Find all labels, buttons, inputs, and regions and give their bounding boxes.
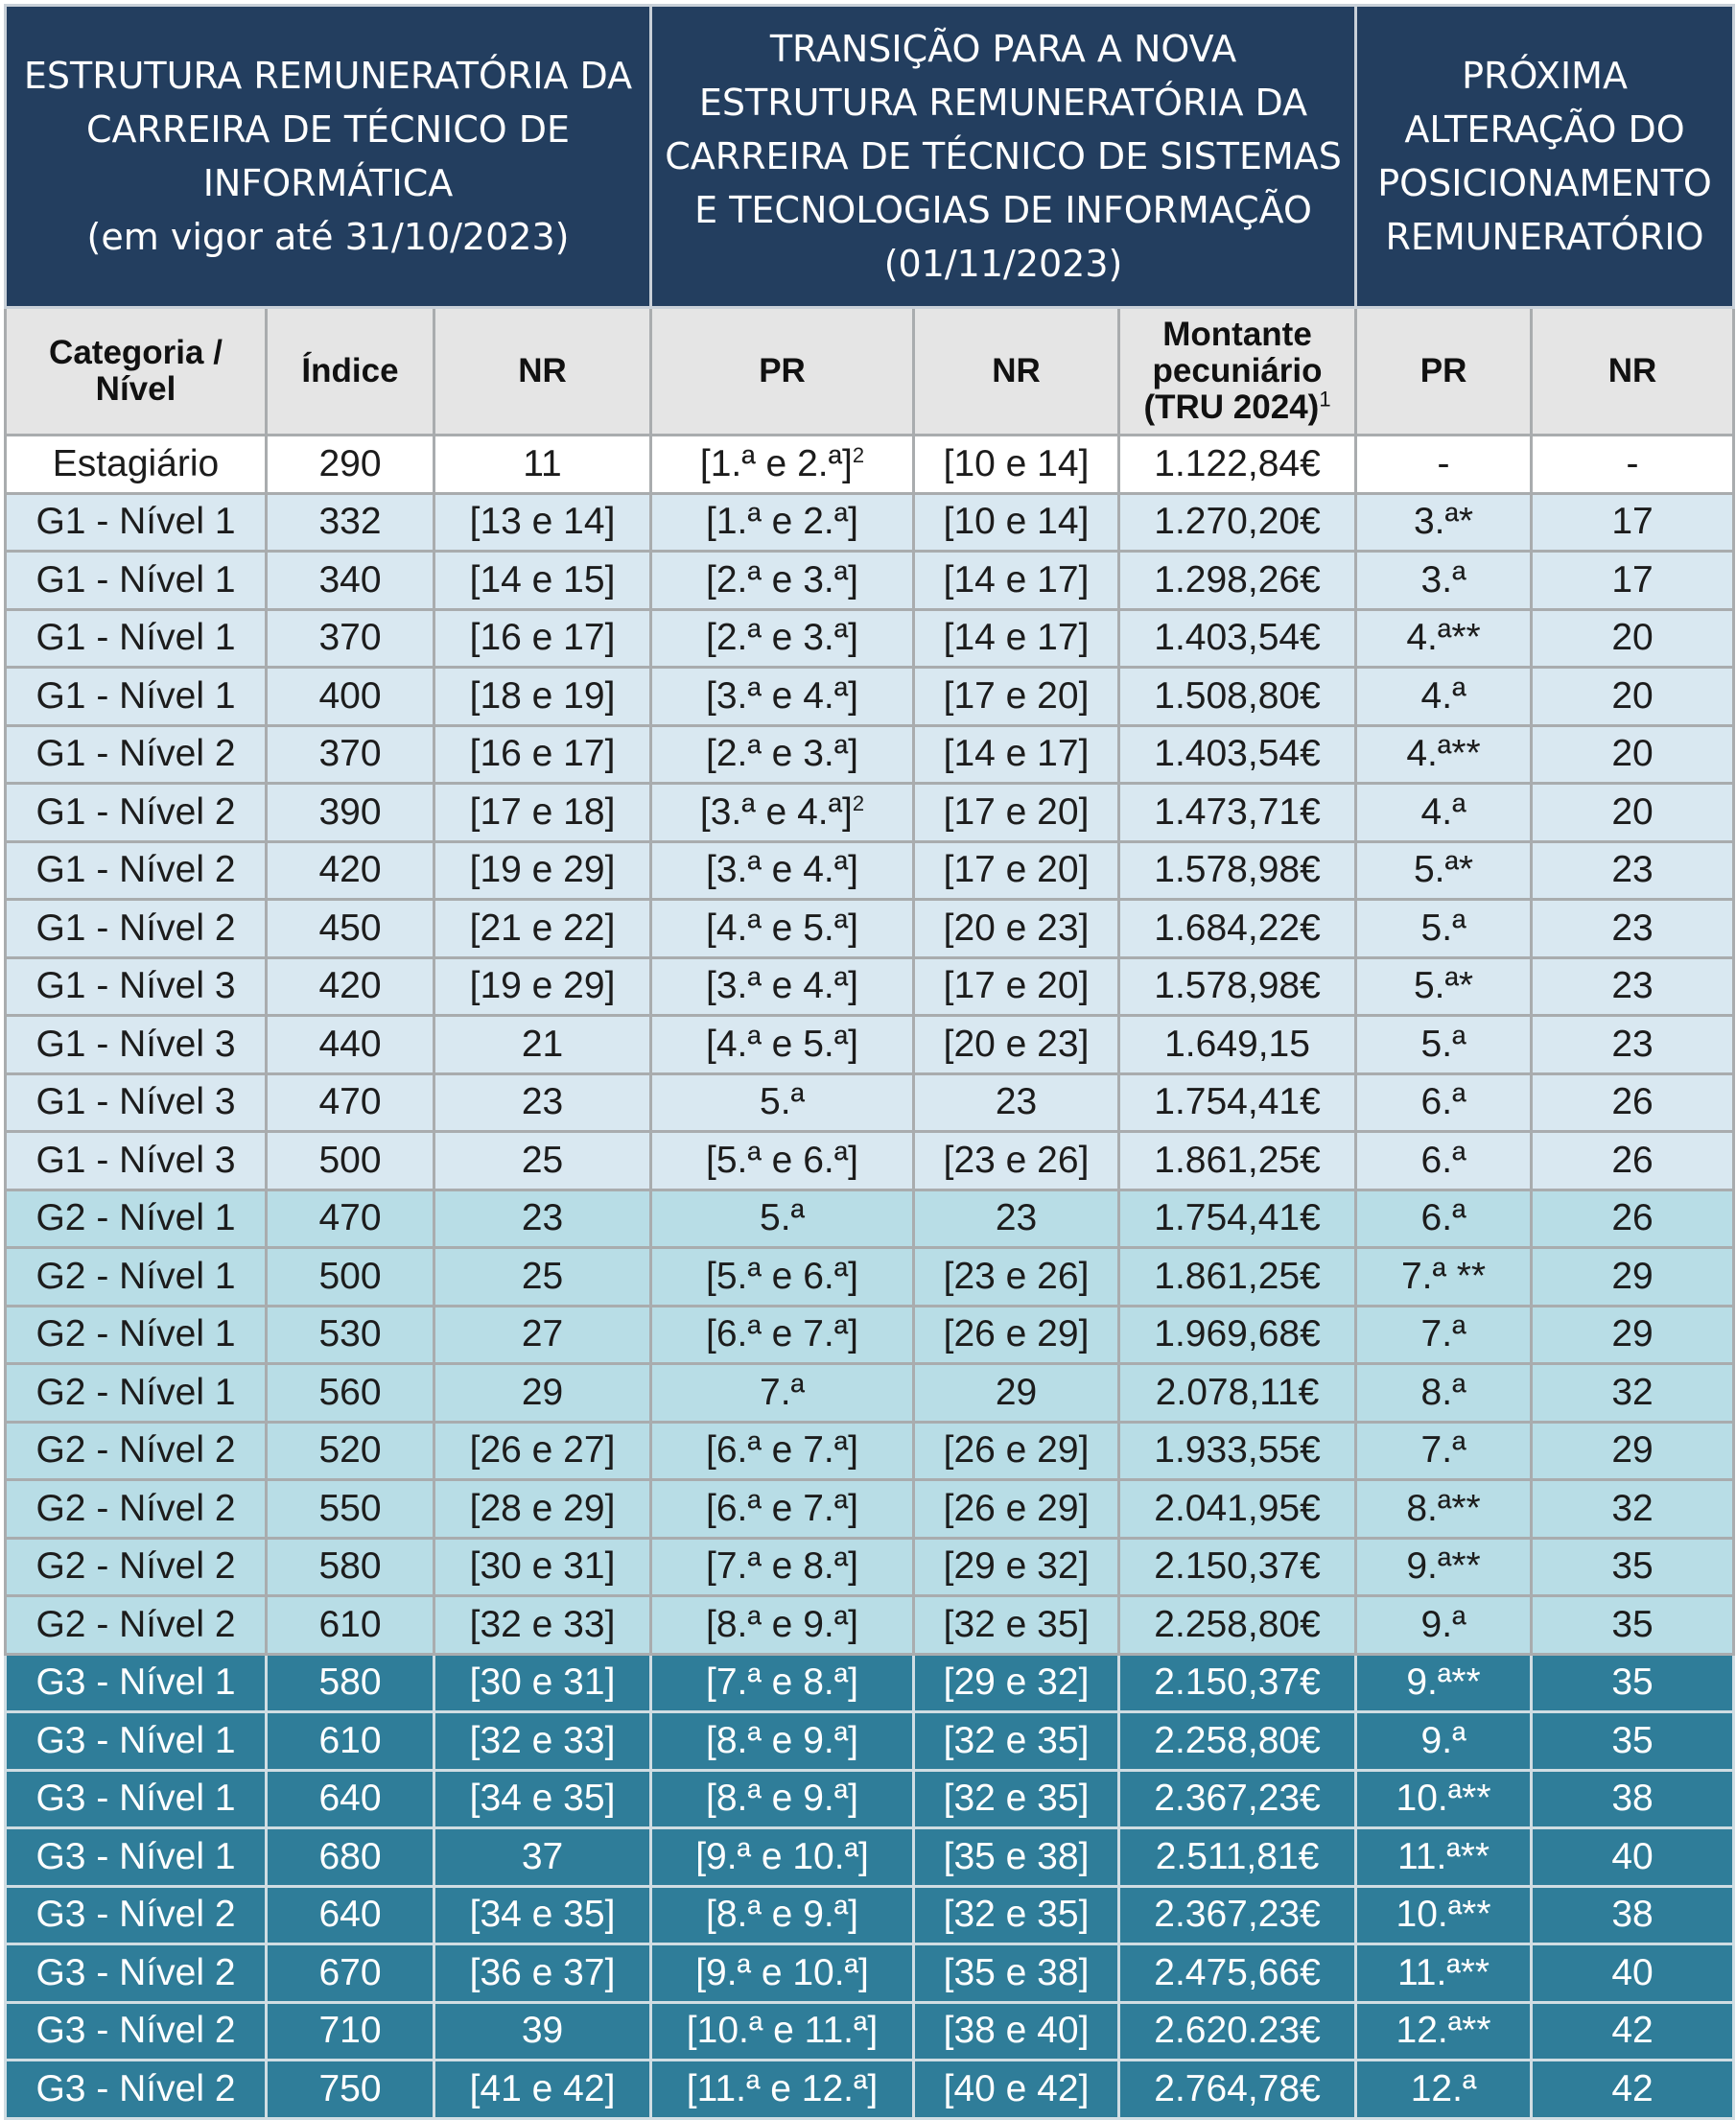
cell-pr-new: 5.ª	[651, 1073, 914, 1132]
cell-nr-new: 23	[914, 1073, 1119, 1132]
cell-pr-new: [9.ª e 10.ª]	[651, 1944, 914, 2003]
cell-pr-next: 10.ª**	[1356, 1770, 1532, 1828]
table-row	[6, 1770, 1734, 1828]
cell-pr-next: 12.ª	[1356, 2061, 1532, 2119]
cell-nr-old: 29	[434, 1364, 651, 1423]
cell-indice: 440	[267, 1016, 434, 1074]
group-header-next-change: PRÓXIMA ALTERAÇÃO DO POSICIONAMENTO REMUNERATÓRIO	[1356, 6, 1734, 308]
table-row	[6, 1944, 1734, 2003]
cell-categoria: G1 - Nível 3	[6, 957, 267, 1016]
cell-categoria: G3 - Nível 1	[6, 1712, 267, 1771]
cell-pr-next: 4.ª	[1356, 784, 1532, 842]
cell-nr-next: 40	[1532, 1944, 1734, 2003]
cell-nr-old: [32 e 33]	[434, 1712, 651, 1771]
cell-nr-new: [35 e 38]	[914, 1828, 1119, 1887]
cell-nr-next: 32	[1532, 1364, 1734, 1423]
table-row	[6, 1016, 1734, 1074]
cell-nr-new: [26 e 29]	[914, 1422, 1119, 1480]
cell-nr-old: [16 e 17]	[434, 725, 651, 784]
table-row	[6, 436, 1734, 494]
cell-pr-new: [5.ª e 6.ª]	[651, 1248, 914, 1307]
cell-pr-next: 6.ª	[1356, 1073, 1532, 1132]
cell-nr-old: [19 e 29]	[434, 957, 651, 1016]
cell-montante: 2.620.23€	[1119, 2002, 1356, 2061]
cell-pr-new: [10.ª e 11.ª]	[651, 2002, 914, 2061]
table-row	[6, 1190, 1734, 1248]
cell-nr-next: 38	[1532, 1770, 1734, 1828]
cell-nr-old: 11	[434, 436, 651, 494]
cell-pr-new: [7.ª e 8.ª]	[651, 1538, 914, 1596]
cell-nr-new: [26 e 29]	[914, 1306, 1119, 1364]
cell-pr-next: 5.ª	[1356, 1016, 1532, 1074]
cell-nr-new: [29 e 32]	[914, 1654, 1119, 1712]
cell-categoria: G2 - Nível 1	[6, 1364, 267, 1423]
group-header-row	[6, 6, 1734, 308]
table-row	[6, 1596, 1734, 1655]
cell-nr-new: [10 e 14]	[914, 436, 1119, 494]
cell-indice: 610	[267, 1712, 434, 1771]
table-row	[6, 1132, 1734, 1190]
cell-categoria: G1 - Nível 3	[6, 1016, 267, 1074]
cell-indice: 470	[267, 1073, 434, 1132]
table-row	[6, 493, 1734, 552]
cell-pr-new: [6.ª e 7.ª]	[651, 1306, 914, 1364]
cell-indice: 610	[267, 1596, 434, 1655]
cell-nr-new: [40 e 42]	[914, 2061, 1119, 2119]
cell-pr-next: 10.ª**	[1356, 1886, 1532, 1944]
cell-nr-next: 35	[1532, 1712, 1734, 1771]
cell-indice: 710	[267, 2002, 434, 2061]
cell-nr-old: [16 e 17]	[434, 609, 651, 668]
table-body	[6, 436, 1734, 2119]
cell-nr-next: 23	[1532, 841, 1734, 900]
table-row	[6, 1538, 1734, 1596]
cell-categoria: G2 - Nível 1	[6, 1190, 267, 1248]
cell-nr-new: [20 e 23]	[914, 1016, 1119, 1074]
cell-indice: 370	[267, 609, 434, 668]
cell-nr-next: 38	[1532, 1886, 1734, 1944]
cell-nr-next: 29	[1532, 1306, 1734, 1364]
cell-nr-old: 37	[434, 1828, 651, 1887]
cell-pr-new: 7.ª	[651, 1364, 914, 1423]
cell-nr-next: 26	[1532, 1190, 1734, 1248]
cell-indice: 550	[267, 1480, 434, 1539]
cell-indice: 420	[267, 841, 434, 900]
cell-montante: 1.473,71€	[1119, 784, 1356, 842]
cell-montante: 2.041,95€	[1119, 1480, 1356, 1539]
cell-nr-next: 29	[1532, 1422, 1734, 1480]
cell-nr-new: [32 e 35]	[914, 1596, 1119, 1655]
cell-categoria: G1 - Nível 2	[6, 900, 267, 958]
cell-pr-new: [4.ª e 5.ª]	[651, 1016, 914, 1074]
col-header-montante: Montante pecuniário (TRU 2024)$^1$	[1119, 308, 1356, 436]
cell-categoria: G2 - Nível 1	[6, 1306, 267, 1364]
cell-nr-next: 35	[1532, 1596, 1734, 1655]
cell-nr-new: [29 e 32]	[914, 1538, 1119, 1596]
cell-categoria: G3 - Nível 2	[6, 2002, 267, 2061]
cell-pr-next: 11.ª**	[1356, 1944, 1532, 2003]
cell-nr-next: 35	[1532, 1538, 1734, 1596]
cell-pr-new: [3.ª e 4.ª]	[651, 957, 914, 1016]
table-row	[6, 552, 1734, 610]
cell-montante: 2.367,23€	[1119, 1886, 1356, 1944]
table-row	[6, 668, 1734, 726]
table-row	[6, 957, 1734, 1016]
cell-pr-new: [11.ª e 12.ª]	[651, 2061, 914, 2119]
cell-montante: 1.933,55€	[1119, 1422, 1356, 1480]
cell-pr-next: -	[1356, 436, 1532, 494]
footnote-marker: 2	[852, 790, 865, 815]
cell-montante: 1.861,25€	[1119, 1132, 1356, 1190]
col-header-indice: Índice	[267, 308, 434, 436]
cell-indice: 580	[267, 1538, 434, 1596]
footnote-marker: 2	[852, 442, 865, 467]
cell-pr-next: 7.ª	[1356, 1306, 1532, 1364]
cell-nr-new: [10 e 14]	[914, 493, 1119, 552]
cell-nr-next: 23	[1532, 900, 1734, 958]
cell-nr-next: 32	[1532, 1480, 1734, 1539]
col-header-pr-new: PR	[651, 308, 914, 436]
cell-categoria: G1 - Nível 2	[6, 841, 267, 900]
cell-categoria: G2 - Nível 2	[6, 1480, 267, 1539]
cell-nr-old: [30 e 31]	[434, 1538, 651, 1596]
cell-nr-old: [41 e 42]	[434, 2061, 651, 2119]
cell-nr-next: 42	[1532, 2061, 1734, 2119]
cell-pr-new: [1.ª e 2.ª]	[651, 493, 914, 552]
col-header-pr-next: PR	[1356, 308, 1532, 436]
cell-pr-next: 7.ª **	[1356, 1248, 1532, 1307]
cell-pr-next: 6.ª	[1356, 1132, 1532, 1190]
cell-montante: 1.861,25€	[1119, 1248, 1356, 1307]
cell-montante: 1.754,41€	[1119, 1190, 1356, 1248]
footnote-1: 1	[1319, 387, 1331, 412]
col-header-nr-next: NR	[1532, 308, 1734, 436]
table-row	[6, 1480, 1734, 1539]
cell-pr-new: [7.ª e 8.ª]	[651, 1654, 914, 1712]
cell-pr-next: 4.ª**	[1356, 725, 1532, 784]
cell-categoria: G1 - Nível 3	[6, 1073, 267, 1132]
cell-categoria: G3 - Nível 2	[6, 1886, 267, 1944]
table-row	[6, 725, 1734, 784]
cell-nr-new: [32 e 35]	[914, 1886, 1119, 1944]
cell-nr-new: [23 e 26]	[914, 1132, 1119, 1190]
remuneration-table	[4, 4, 1735, 2120]
cell-pr-new: [2.ª e 3.ª]	[651, 609, 914, 668]
cell-indice: 640	[267, 1886, 434, 1944]
cell-pr-new: [6.ª e 7.ª]	[651, 1422, 914, 1480]
table-row	[6, 1248, 1734, 1307]
cell-categoria: G1 - Nível 1	[6, 668, 267, 726]
table-row	[6, 784, 1734, 842]
cell-nr-next: 42	[1532, 2002, 1734, 2061]
table-row	[6, 1364, 1734, 1423]
table-row	[6, 1422, 1734, 1480]
cell-montante: 2.511,81€	[1119, 1828, 1356, 1887]
cell-pr-next: 3.ª	[1356, 552, 1532, 610]
cell-montante: 1.122,84€	[1119, 436, 1356, 494]
cell-indice: 470	[267, 1190, 434, 1248]
cell-categoria: G1 - Nível 1	[6, 609, 267, 668]
cell-nr-old: [34 e 35]	[434, 1886, 651, 1944]
cell-indice: 332	[267, 493, 434, 552]
cell-nr-old: [17 e 18]	[434, 784, 651, 842]
cell-montante: 1.969,68€	[1119, 1306, 1356, 1364]
cell-montante: 2.258,80€	[1119, 1596, 1356, 1655]
cell-nr-old: 25	[434, 1132, 651, 1190]
cell-indice: 560	[267, 1364, 434, 1423]
cell-montante: 1.578,98€	[1119, 841, 1356, 900]
cell-categoria: G1 - Nível 2	[6, 784, 267, 842]
cell-nr-old: [30 e 31]	[434, 1654, 651, 1712]
cell-nr-new: [38 e 40]	[914, 2002, 1119, 2061]
cell-indice: 520	[267, 1422, 434, 1480]
cell-nr-new: [14 e 17]	[914, 552, 1119, 610]
cell-indice: 500	[267, 1132, 434, 1190]
cell-nr-old: 27	[434, 1306, 651, 1364]
cell-nr-new: 23	[914, 1190, 1119, 1248]
table-row	[6, 1073, 1734, 1132]
cell-pr-next: 4.ª	[1356, 668, 1532, 726]
table-row	[6, 2002, 1734, 2061]
cell-nr-old: 23	[434, 1073, 651, 1132]
cell-nr-next: 20	[1532, 784, 1734, 842]
cell-nr-new: [14 e 17]	[914, 609, 1119, 668]
column-header-row	[6, 308, 1734, 436]
cell-nr-old: [32 e 33]	[434, 1596, 651, 1655]
cell-montante: 2.475,66€	[1119, 1944, 1356, 2003]
table-row	[6, 1306, 1734, 1364]
cell-pr-next: 9.ª	[1356, 1712, 1532, 1771]
cell-nr-next: 40	[1532, 1828, 1734, 1887]
cell-indice: 530	[267, 1306, 434, 1364]
cell-pr-new: [6.ª e 7.ª]	[651, 1480, 914, 1539]
cell-pr-new: [3.ª e 4.ª]$^2$	[651, 784, 914, 842]
cell-pr-new: [8.ª e 9.ª]	[651, 1886, 914, 1944]
cell-categoria: G2 - Nível 2	[6, 1538, 267, 1596]
cell-pr-next: 9.ª	[1356, 1596, 1532, 1655]
cell-pr-next: 8.ª	[1356, 1364, 1532, 1423]
cell-pr-new: [8.ª e 9.ª]	[651, 1596, 914, 1655]
cell-categoria: G1 - Nível 2	[6, 725, 267, 784]
cell-pr-next: 7.ª	[1356, 1422, 1532, 1480]
cell-pr-new: [3.ª e 4.ª]	[651, 841, 914, 900]
cell-categoria: G1 - Nível 1	[6, 552, 267, 610]
cell-pr-new: [8.ª e 9.ª]	[651, 1712, 914, 1771]
cell-montante: 1.270,20€	[1119, 493, 1356, 552]
cell-nr-next: 23	[1532, 957, 1734, 1016]
cell-indice: 450	[267, 900, 434, 958]
cell-pr-next: 6.ª	[1356, 1190, 1532, 1248]
cell-montante: 2.150,37€	[1119, 1538, 1356, 1596]
cell-indice: 400	[267, 668, 434, 726]
cell-nr-new: [17 e 20]	[914, 784, 1119, 842]
cell-pr-new: [3.ª e 4.ª]	[651, 668, 914, 726]
col-header-nr-old: NR	[434, 308, 651, 436]
cell-nr-new: [17 e 20]	[914, 841, 1119, 900]
table-row	[6, 609, 1734, 668]
cell-categoria: G3 - Nível 2	[6, 1944, 267, 2003]
cell-nr-old: [18 e 19]	[434, 668, 651, 726]
cell-categoria: G3 - Nível 1	[6, 1828, 267, 1887]
cell-categoria: G2 - Nível 1	[6, 1248, 267, 1307]
cell-nr-old: 25	[434, 1248, 651, 1307]
cell-nr-old: [21 e 22]	[434, 900, 651, 958]
cell-nr-new: [32 e 35]	[914, 1712, 1119, 1771]
cell-montante: 2.150,37€	[1119, 1654, 1356, 1712]
cell-pr-next: 8.ª**	[1356, 1480, 1532, 1539]
cell-nr-old: [14 e 15]	[434, 552, 651, 610]
cell-montante: 1.298,26€	[1119, 552, 1356, 610]
cell-nr-next: 20	[1532, 725, 1734, 784]
cell-nr-next: 35	[1532, 1654, 1734, 1712]
cell-montante: 2.078,11€	[1119, 1364, 1356, 1423]
cell-pr-new: [2.ª e 3.ª]	[651, 725, 914, 784]
cell-montante: 2.258,80€	[1119, 1712, 1356, 1771]
table-row	[6, 1654, 1734, 1712]
cell-nr-next: 29	[1532, 1248, 1734, 1307]
cell-nr-new: [14 e 17]	[914, 725, 1119, 784]
cell-pr-next: 9.ª**	[1356, 1654, 1532, 1712]
cell-montante: 2.367,23€	[1119, 1770, 1356, 1828]
table-row	[6, 900, 1734, 958]
cell-nr-old: [36 e 37]	[434, 1944, 651, 2003]
cell-categoria: G3 - Nível 1	[6, 1770, 267, 1828]
cell-nr-next: 23	[1532, 1016, 1734, 1074]
cell-nr-old: 23	[434, 1190, 651, 1248]
cell-categoria: Estagiário	[6, 436, 267, 494]
cell-categoria: G3 - Nível 1	[6, 1654, 267, 1712]
cell-pr-new: [5.ª e 6.ª]	[651, 1132, 914, 1190]
cell-montante: 1.403,54€	[1119, 609, 1356, 668]
cell-categoria: G3 - Nível 2	[6, 2061, 267, 2119]
cell-nr-next: 26	[1532, 1073, 1734, 1132]
cell-pr-new: [9.ª e 10.ª]	[651, 1828, 914, 1887]
cell-nr-next: 20	[1532, 668, 1734, 726]
cell-indice: 370	[267, 725, 434, 784]
cell-indice: 680	[267, 1828, 434, 1887]
cell-montante: 1.649,15	[1119, 1016, 1356, 1074]
cell-indice: 670	[267, 1944, 434, 2003]
cell-categoria: G1 - Nível 3	[6, 1132, 267, 1190]
cell-nr-new: [20 e 23]	[914, 900, 1119, 958]
cell-nr-new: [26 e 29]	[914, 1480, 1119, 1539]
cell-nr-old: [19 e 29]	[434, 841, 651, 900]
cell-pr-next: 5.ª*	[1356, 841, 1532, 900]
cell-montante: 1.403,54€	[1119, 725, 1356, 784]
cell-pr-new: [4.ª e 5.ª]	[651, 900, 914, 958]
cell-indice: 750	[267, 2061, 434, 2119]
cell-pr-next: 5.ª*	[1356, 957, 1532, 1016]
cell-nr-old: [13 e 14]	[434, 493, 651, 552]
cell-nr-new: [32 e 35]	[914, 1770, 1119, 1828]
cell-montante: 1.578,98€	[1119, 957, 1356, 1016]
cell-pr-new: 5.ª	[651, 1190, 914, 1248]
cell-nr-new: [35 e 38]	[914, 1944, 1119, 2003]
cell-indice: 420	[267, 957, 434, 1016]
cell-pr-next: 11.ª**	[1356, 1828, 1532, 1887]
cell-pr-next: 9.ª**	[1356, 1538, 1532, 1596]
cell-nr-old: [26 e 27]	[434, 1422, 651, 1480]
cell-montante: 1.684,22€	[1119, 900, 1356, 958]
cell-nr-old: [34 e 35]	[434, 1770, 651, 1828]
cell-nr-next: -	[1532, 436, 1734, 494]
cell-categoria: G2 - Nível 2	[6, 1422, 267, 1480]
table-row	[6, 841, 1734, 900]
cell-nr-next: 26	[1532, 1132, 1734, 1190]
cell-categoria: G1 - Nível 1	[6, 493, 267, 552]
col-header-nr-new: NR	[914, 308, 1119, 436]
cell-pr-new: [1.ª e 2.ª]$^2$	[651, 436, 914, 494]
cell-categoria: G2 - Nível 2	[6, 1596, 267, 1655]
cell-nr-next: 20	[1532, 609, 1734, 668]
cell-indice: 340	[267, 552, 434, 610]
cell-nr-new: [17 e 20]	[914, 957, 1119, 1016]
cell-nr-old: 39	[434, 2002, 651, 2061]
cell-montante: 2.764,78€	[1119, 2061, 1356, 2119]
cell-pr-new: [2.ª e 3.ª]	[651, 552, 914, 610]
cell-indice: 500	[267, 1248, 434, 1307]
cell-montante: 1.508,80€	[1119, 668, 1356, 726]
table-row	[6, 1886, 1734, 1944]
group-header-old-structure: ESTRUTURA REMUNERATÓRIA DA CARREIRA DE TÉCNICO DE INFORMÁTICA (em vigor até 31/10/2023)	[6, 6, 651, 308]
cell-indice: 390	[267, 784, 434, 842]
cell-pr-next: 4.ª**	[1356, 609, 1532, 668]
cell-nr-old: [28 e 29]	[434, 1480, 651, 1539]
cell-nr-next: 17	[1532, 493, 1734, 552]
cell-pr-next: 12.ª**	[1356, 2002, 1532, 2061]
cell-pr-new: [8.ª e 9.ª]	[651, 1770, 914, 1828]
cell-nr-new: [17 e 20]	[914, 668, 1119, 726]
cell-nr-next: 17	[1532, 552, 1734, 610]
cell-nr-old: 21	[434, 1016, 651, 1074]
cell-pr-next: 5.ª	[1356, 900, 1532, 958]
group-header-transition: TRANSIÇÃO PARA A NOVA ESTRUTURA REMUNERATÓRIA DA CARREIRA DE TÉCNICO DE SISTEMAS E TECNOLOGIAS DE INFORMAÇÃO (01/11/2023)	[651, 6, 1356, 308]
table-row	[6, 1712, 1734, 1771]
table-row	[6, 1828, 1734, 1887]
cell-indice: 640	[267, 1770, 434, 1828]
cell-nr-new: 29	[914, 1364, 1119, 1423]
cell-indice: 290	[267, 436, 434, 494]
cell-indice: 580	[267, 1654, 434, 1712]
table-row	[6, 2061, 1734, 2119]
cell-montante: 1.754,41€	[1119, 1073, 1356, 1132]
cell-nr-new: [23 e 26]	[914, 1248, 1119, 1307]
col-header-categoria: Categoria / Nível	[6, 308, 267, 436]
cell-pr-next: 3.ª*	[1356, 493, 1532, 552]
